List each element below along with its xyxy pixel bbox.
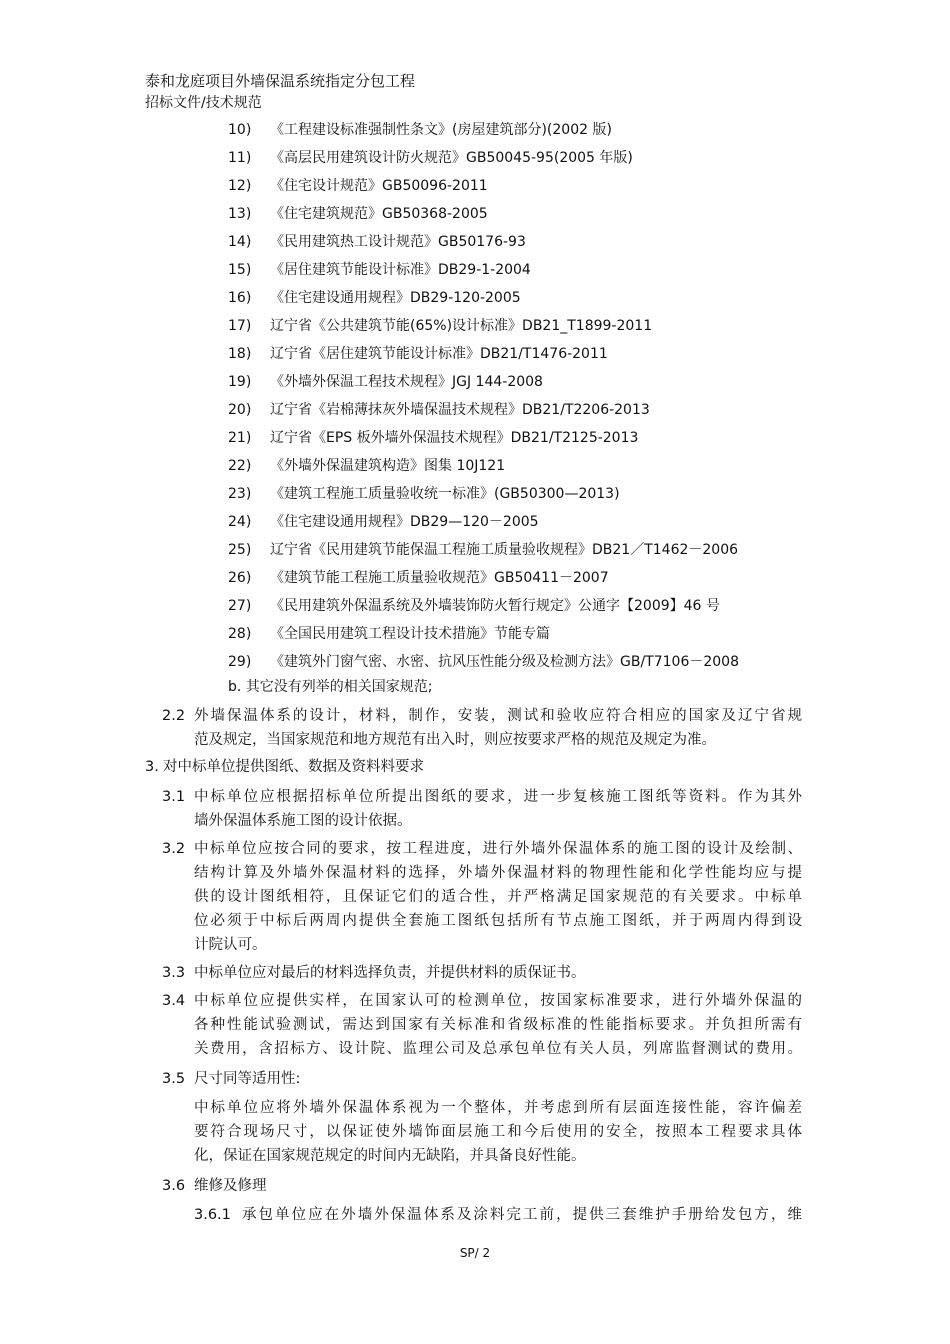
list-item bbox=[228, 200, 739, 228]
item-number: 11) bbox=[228, 150, 252, 166]
clause-line: 中标单位应对最后的材料选择负责，并提供材料的质保证书。 bbox=[194, 965, 586, 981]
list-item bbox=[228, 256, 739, 284]
item-number: 19) bbox=[228, 374, 252, 390]
clause-number: 2.2 bbox=[162, 708, 186, 724]
item-title: 《居住建筑节能设计标准》DB29-1-2004 bbox=[270, 262, 531, 278]
item-title: 《住宅设计规范》GB50096-2011 bbox=[270, 178, 488, 194]
list-item bbox=[228, 480, 739, 508]
item-number: 29) bbox=[228, 654, 252, 670]
item-number: 16) bbox=[228, 290, 252, 306]
item-title: 《住宅建设通用规程》DB29-120-2005 bbox=[270, 290, 521, 306]
item-title: 辽宁省《公共建筑节能(65%)设计标准》DB21_T1899-2011 bbox=[270, 318, 653, 334]
item-title: 《住宅建设通用规程》DB29—120－2005 bbox=[270, 514, 539, 530]
clause-title: 维修及修理 bbox=[194, 1178, 267, 1194]
item-title: 《建筑工程施工质量验收统一标准》(GB50300—2013) bbox=[270, 486, 620, 502]
clause-line: 外墙保温体系的设计，材料，制作，安装，测试和验收应符合相应的国家及辽宁省规 bbox=[194, 708, 802, 724]
clause-number: 3.1 bbox=[162, 789, 186, 805]
clause-line: 中标单位应提供实样，在国家认可的检测单位，按国家标准要求，进行外墙外保温的 bbox=[194, 993, 802, 1009]
header-doc-title: 招标文件/技术规范 bbox=[145, 95, 262, 111]
clause-number: 3.6.1 bbox=[194, 1207, 231, 1223]
item-number: 24) bbox=[228, 514, 252, 530]
item-number: 14) bbox=[228, 234, 252, 250]
clause-line: 计院认可。 bbox=[194, 937, 267, 953]
list-item bbox=[228, 144, 739, 172]
item-title: 《外墙外保温工程技术规程》JGJ 144-2008 bbox=[270, 374, 543, 390]
list-item bbox=[228, 508, 739, 536]
list-item bbox=[228, 564, 739, 592]
list-item bbox=[228, 592, 739, 620]
list-item bbox=[228, 396, 739, 424]
item-title: 辽宁省《岩棉薄抹灰外墙保温技术规程》DB21/T2206-2013 bbox=[270, 402, 650, 418]
item-number: 10) bbox=[228, 122, 252, 138]
item-title: 辽宁省《居住建筑节能设计标准》DB21/T1476-2011 bbox=[270, 346, 608, 362]
item-number: 15) bbox=[228, 262, 252, 278]
list-item bbox=[228, 452, 739, 480]
clause-3-5-body bbox=[194, 1096, 802, 1168]
clause-number: 3.4 bbox=[162, 993, 186, 1009]
clause-line: 中标单位应按合同的要求，按工程进度，进行外墙外保温体系的施工图的设计及绘制、 bbox=[194, 841, 802, 857]
item-title: 辽宁省《EPS 板外墙外保温技术规程》DB21/T2125-2013 bbox=[270, 430, 639, 446]
clause-number: 3.3 bbox=[162, 965, 186, 981]
item-title: 辽宁省《民用建筑节能保温工程施工质量验收规程》DB21／T1462－2006 bbox=[270, 542, 739, 558]
item-number: 28) bbox=[228, 626, 252, 642]
clause-line: 结构计算及外墙外保温材料的选择，外墙外保温材料的物理性能和化学性能均应与提 bbox=[194, 865, 802, 881]
item-title: 《建筑外门窗气密、水密、抗风压性能分级及检测方法》GB/T7106－2008 bbox=[270, 654, 739, 670]
item-number: 21) bbox=[228, 430, 252, 446]
page-number: SP/ 2 bbox=[459, 1246, 491, 1260]
item-title: 《民用建筑外保温系统及外墙装饰防火暂行规定》公通字【2009】46 号 bbox=[270, 598, 720, 614]
list-item bbox=[228, 312, 739, 340]
list-item bbox=[228, 424, 739, 452]
other-standards-note: b. 其它没有列举的相关国家规范; bbox=[228, 679, 433, 695]
clause-line: 承包单位应在外墙外保温体系及涂料完工前，提供三套维护手册给发包方，维 bbox=[242, 1207, 802, 1223]
list-item bbox=[228, 620, 739, 648]
item-number: 20) bbox=[228, 402, 252, 418]
item-number: 23) bbox=[228, 486, 252, 502]
item-number: 25) bbox=[228, 542, 252, 558]
standards-list bbox=[228, 116, 739, 676]
clause-line: 中标单位应根据招标单位所提出图纸的要求，进一步复核施工图纸等资料。作为其外 bbox=[194, 789, 802, 805]
list-item bbox=[228, 536, 739, 564]
item-title: 《工程建设标准强制性条文》(房屋建筑部分)(2002 版) bbox=[270, 122, 612, 138]
item-number: 17) bbox=[228, 318, 252, 334]
list-item bbox=[228, 116, 739, 144]
clause-line: 中标单位应将外墙外保温体系视为一个整体，并考虑到所有层面连接性能，容许偏差 bbox=[194, 1100, 802, 1116]
clause-number: 3.6 bbox=[162, 1178, 186, 1194]
item-number: 22) bbox=[228, 458, 252, 474]
list-item bbox=[228, 228, 739, 256]
item-title: 《全国民用建筑工程设计技术措施》节能专篇 bbox=[270, 626, 550, 642]
clause-line: 供的设计图纸相符，且保证它们的适合性，并严格满足国家规范的有关要求。中标单 bbox=[194, 889, 802, 905]
item-number: 27) bbox=[228, 598, 252, 614]
clause-line: 关费用，含招标方、设计院、监理公司及总承包单位有关人员，列席监督测试的费用。 bbox=[194, 1041, 802, 1057]
clause-number: 3.2 bbox=[162, 841, 186, 857]
item-number: 12) bbox=[228, 178, 252, 194]
list-item bbox=[228, 284, 739, 312]
item-title: 《外墙外保温建筑构造》图集 10J121 bbox=[270, 458, 506, 474]
section-title: 对中标单位提供图纸、数据及资料料要求 bbox=[163, 759, 424, 775]
list-item bbox=[228, 368, 739, 396]
item-title: 《建筑节能工程施工质量验收规范》GB50411－2007 bbox=[270, 570, 609, 586]
item-number: 26) bbox=[228, 570, 252, 586]
clause-line: 墙外保温体系施工图的设计依据。 bbox=[194, 813, 412, 829]
clause-title: 尺寸同等适用性: bbox=[194, 1071, 301, 1087]
clause-line: 范及规定，当国家规范和地方规范有出入时，则应按要求严格的规范及规定为准。 bbox=[194, 732, 716, 748]
item-number: 18) bbox=[228, 346, 252, 362]
item-title: 《住宅建筑规范》GB50368-2005 bbox=[270, 206, 488, 222]
section-number: 3. bbox=[145, 759, 159, 775]
item-title: 《高层民用建筑设计防火规范》GB50045-95(2005 年版) bbox=[270, 150, 633, 166]
clause-number: 3.5 bbox=[162, 1071, 186, 1087]
clause-line: 各种性能试验测试，需达到国家有关标准和省级标准的性能指标要求。并负担所需有 bbox=[194, 1017, 802, 1033]
clause-line: 化，保证在国家规范规定的时间内无缺陷，并具备良好性能。 bbox=[194, 1148, 586, 1164]
list-item bbox=[228, 648, 739, 676]
item-number: 13) bbox=[228, 206, 252, 222]
clause-line: 位必须于中标后两周内提供全套施工图纸包括所有节点施工图纸，并于两周内得到设 bbox=[194, 913, 802, 929]
list-item bbox=[228, 340, 739, 368]
list-item bbox=[228, 172, 739, 200]
header-project-title: 泰和龙庭项目外墙保温系统指定分包工程 bbox=[145, 72, 416, 90]
item-title: 《民用建筑热工设计规范》GB50176-93 bbox=[270, 234, 526, 250]
clause-line: 要符合现场尺寸，以保证使外墙饰面层施工和今后使用的安全，按照本工程要求具体 bbox=[194, 1124, 802, 1140]
